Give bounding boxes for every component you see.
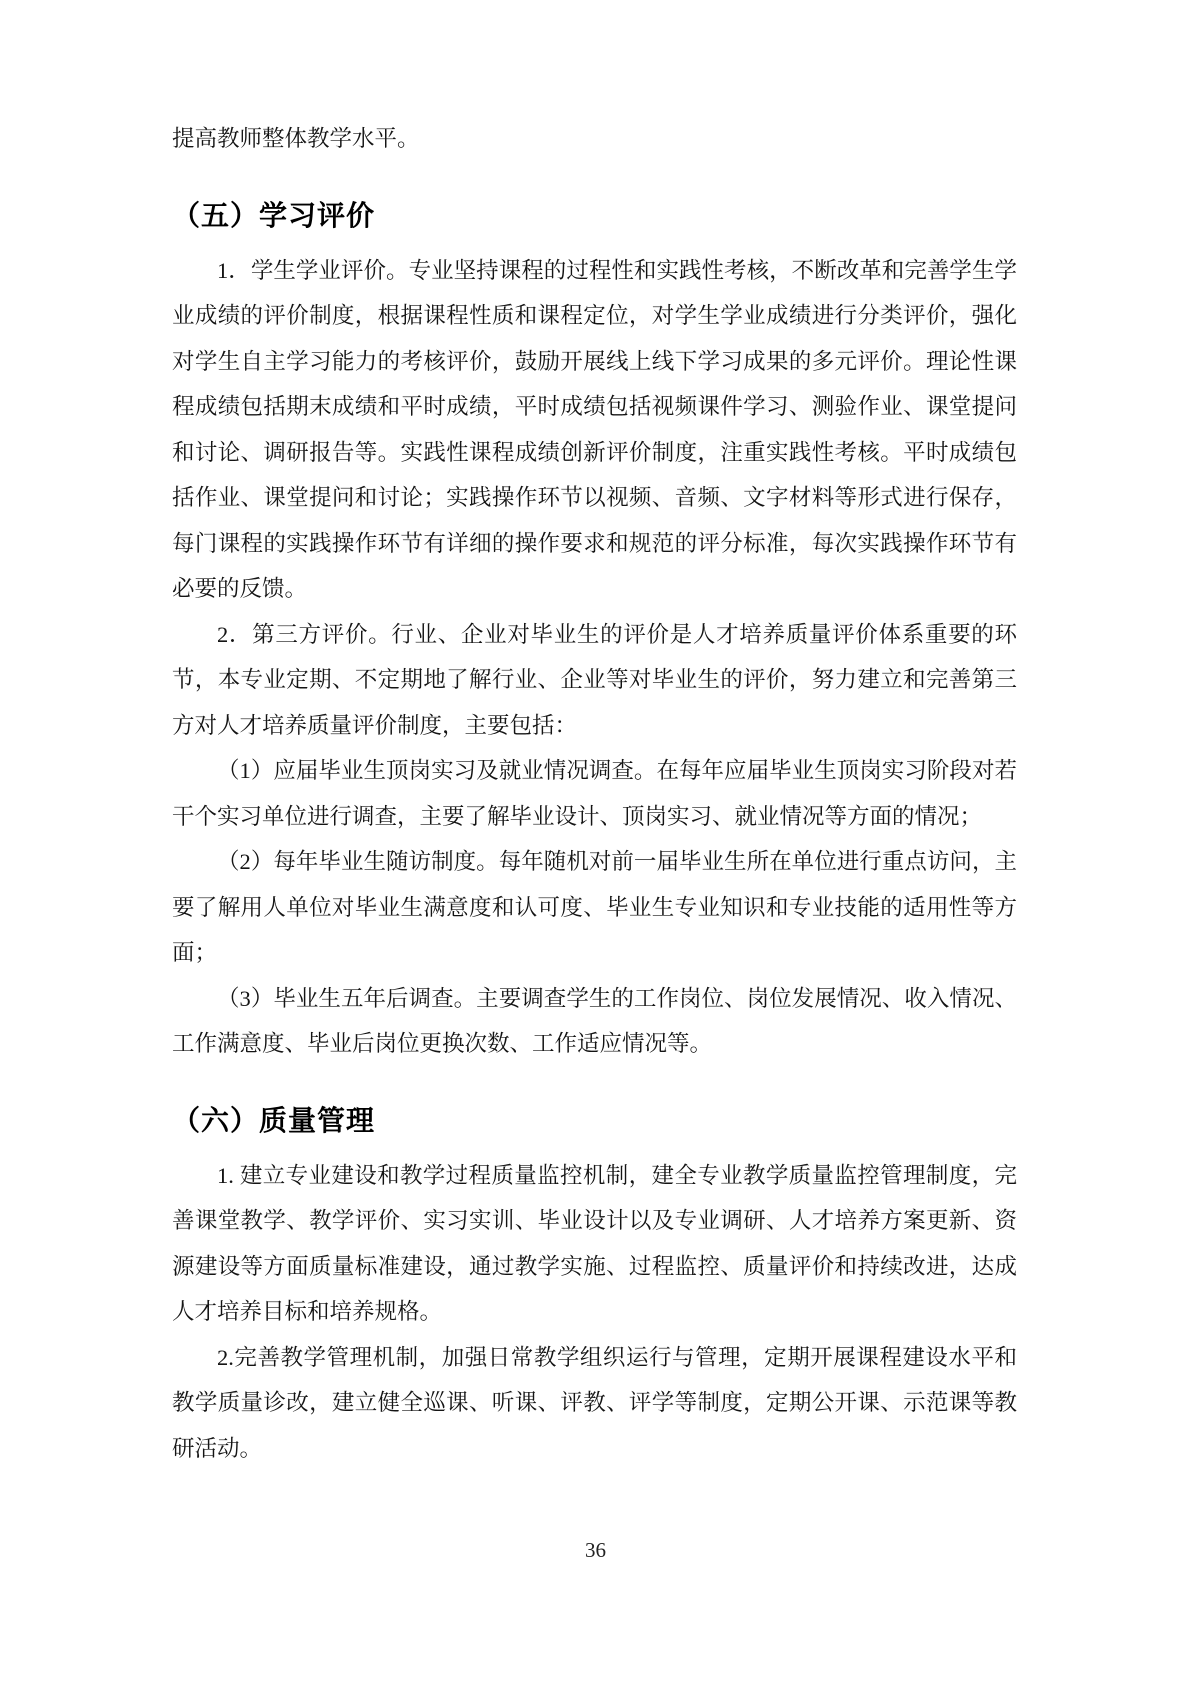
section6-paragraph-2: 2.完善教学管理机制，加强日常教学组织运行与管理，定期开展课程建设水平和教学质量诊改，建立健全巡课、听课、评教、评学等制度，定期公开课、示范课等教研活动。: [172, 1344, 1017, 1461]
section5-paragraph-1: 1．学生学业评价。专业坚持课程的过程性和实践性考核，不断改革和完善学生学业成绩的评价制度，根据课程性质和课程定位，对学生学业成绩进行分类评价，强化对学生自主学习能力的考核评价，鼓励开展线上线下学习成果的多元评价。理论性课程成绩包括期末成绩和平时成绩，平时成绩包括视频课件学习、测验作业、课堂提问和讨论、调研报告等。实践性课程成绩创新评价制度，注重实践性考核。平时成绩包括作业、课堂提问和讨论；实践操作环节以视频、音频、文字材料等形式进行保存，每门课程的实践操作环节有详细的操作要求和规范的评分标准，每次实践操作环节有必要的反馈。: [172, 257, 1017, 601]
page-number: 36: [585, 1538, 606, 1562]
section5-paragraph-3: （1）应届毕业生顶岗实习及就业情况调查。在每年应届毕业生顶岗实习阶段对若干个实习单位进行调查，主要了解毕业设计、顶岗实习、就业情况等方面的情况；: [172, 758, 1017, 829]
leading-paragraph: 提高教师整体教学水平。: [172, 126, 420, 151]
section6-heading: （六）质量管理: [172, 1104, 376, 1136]
section5-paragraph-5: （3）毕业生五年后调查。主要调查学生的工作岗位、岗位发展情况、收入情况、工作满意度、毕业后岗位更换次数、工作适应情况等。: [172, 985, 1017, 1056]
section5-heading: （五）学习评价: [172, 199, 376, 231]
section5-paragraph-2: 2．第三方评价。行业、企业对毕业生的评价是人才培养质量评价体系重要的环节，本专业定期、不定期地了解行业、企业等对毕业生的评价，努力建立和完善第三方对人才培养质量评价制度，主要包括：: [172, 621, 1017, 738]
section6-paragraph-1: 1. 建立专业建设和教学过程质量监控机制，建全专业教学质量监控管理制度，完善课堂教学、教学评价、实习实训、毕业设计以及专业调研、人才培养方案更新、资源建设等方面质量标准建设，通过教学实施、过程监控、质量评价和持续改进，达成人才培养目标和培养规格。: [172, 1162, 1017, 1324]
section5-paragraph-4: （2）每年毕业生随访制度。每年随机对前一届毕业生所在单位进行重点访问，主要了解用人单位对毕业生满意度和认可度、毕业生专业知识和专业技能的适用性等方面；: [172, 849, 1017, 965]
